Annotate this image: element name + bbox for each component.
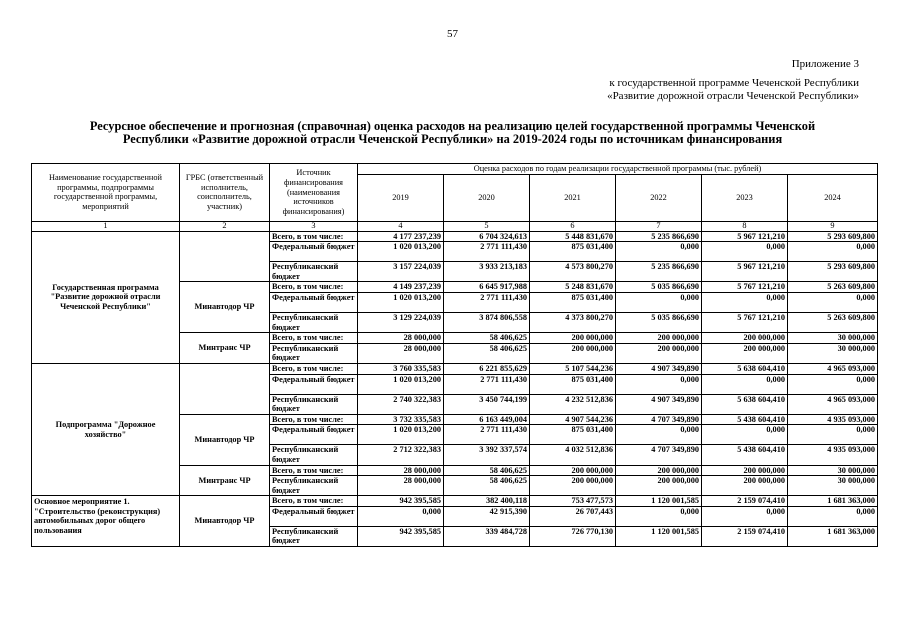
source-cell: Республиканский бюджет: [270, 262, 358, 282]
value-cell: 5 967 121,210: [702, 231, 788, 242]
value-cell: 200 000,000: [702, 343, 788, 363]
header-year: 2023: [702, 174, 788, 221]
value-cell: 28 000,000: [358, 465, 444, 476]
column-number: 3: [270, 221, 358, 231]
value-cell: 382 400,118: [444, 496, 530, 507]
value-cell: 875 031,400: [530, 425, 616, 445]
source-cell: Республиканский бюджет: [270, 526, 358, 546]
value-cell: 58 406,625: [444, 476, 530, 496]
value-cell: 5 638 604,410: [702, 363, 788, 374]
value-cell: 30 000,000: [788, 333, 878, 344]
source-cell: Всего, в том числе:: [270, 282, 358, 293]
value-cell: 0,000: [702, 292, 788, 312]
value-cell: 339 484,728: [444, 526, 530, 546]
value-cell: 0,000: [788, 425, 878, 445]
value-cell: 1 120 001,585: [616, 496, 702, 507]
value-cell: 3 732 335,583: [358, 414, 444, 425]
value-cell: 42 915,390: [444, 506, 530, 526]
appendix-program-name: «Развитие дорожной отрасли Чеченской Республики»: [607, 90, 859, 102]
value-cell: 2 771 111,430: [444, 374, 530, 394]
value-cell: 5 967 121,210: [702, 262, 788, 282]
value-cell: 3 874 806,558: [444, 312, 530, 332]
value-cell: 3 760 335,583: [358, 363, 444, 374]
appendix-label: Приложение 3: [791, 58, 859, 70]
value-cell: 2 771 111,430: [444, 292, 530, 312]
program-name-cell: Подпрограмма "Дорожное хозяйство": [32, 363, 180, 495]
value-cell: 2 771 111,430: [444, 242, 530, 262]
value-cell: 200 000,000: [616, 465, 702, 476]
page-number: 57: [447, 28, 458, 40]
value-cell: 6 645 917,988: [444, 282, 530, 293]
value-cell: 58 406,625: [444, 333, 530, 344]
table-row: [32, 363, 878, 374]
value-cell: 0,000: [788, 292, 878, 312]
source-cell: Всего, в том числе:: [270, 496, 358, 507]
value-cell: 200 000,000: [530, 343, 616, 363]
table-body: [32, 231, 878, 546]
expenditure-table: [31, 163, 878, 547]
value-cell: 1 681 363,000: [788, 496, 878, 507]
column-number: 7: [616, 221, 702, 231]
value-cell: 1 020 013,200: [358, 292, 444, 312]
value-cell: 30 000,000: [788, 343, 878, 363]
value-cell: 4 373 800,270: [530, 312, 616, 332]
value-cell: 58 406,625: [444, 343, 530, 363]
source-cell: Федеральный бюджет: [270, 242, 358, 262]
appendix-reference: к государственной программе Чеченской Республики: [609, 77, 859, 89]
grbs-cell: Минавтодор ЧР: [180, 414, 270, 465]
value-cell: 6 221 855,629: [444, 363, 530, 374]
value-cell: 5 248 831,670: [530, 282, 616, 293]
column-number: 4: [358, 221, 444, 231]
value-cell: 0,000: [616, 374, 702, 394]
column-number: 5: [444, 221, 530, 231]
grbs-cell: [180, 363, 270, 414]
source-cell: Всего, в том числе:: [270, 414, 358, 425]
column-number: 1: [32, 221, 180, 231]
header-grbs: ГРБС (ответственный исполнитель, соисполнитель, участник): [180, 164, 270, 222]
value-cell: 5 293 609,800: [788, 262, 878, 282]
value-cell: 30 000,000: [788, 476, 878, 496]
source-cell: Республиканский бюджет: [270, 343, 358, 363]
grbs-cell: Минавтодор ЧР: [180, 496, 270, 547]
value-cell: 0,000: [702, 506, 788, 526]
value-cell: 1 020 013,200: [358, 242, 444, 262]
value-cell: 4 573 800,270: [530, 262, 616, 282]
value-cell: 4 232 512,836: [530, 394, 616, 414]
value-cell: 200 000,000: [616, 476, 702, 496]
source-cell: Республиканский бюджет: [270, 445, 358, 465]
table-row: [32, 231, 878, 242]
value-cell: 4 177 237,239: [358, 231, 444, 242]
value-cell: 942 395,585: [358, 496, 444, 507]
value-cell: 4 965 093,000: [788, 363, 878, 374]
value-cell: 5 438 604,410: [702, 414, 788, 425]
header-year: 2022: [616, 174, 702, 221]
value-cell: 0,000: [358, 506, 444, 526]
value-cell: 200 000,000: [616, 333, 702, 344]
value-cell: 200 000,000: [530, 476, 616, 496]
value-cell: 26 707,443: [530, 506, 616, 526]
program-name-cell: Государственная программа "Развитие дорожной отрасли Чеченской Республики": [32, 231, 180, 363]
value-cell: 200 000,000: [702, 333, 788, 344]
value-cell: 6 704 324,613: [444, 231, 530, 242]
value-cell: 5 293 609,800: [788, 231, 878, 242]
value-cell: 4 032 512,836: [530, 445, 616, 465]
value-cell: 58 406,625: [444, 465, 530, 476]
source-cell: Федеральный бюджет: [270, 374, 358, 394]
value-cell: 0,000: [702, 425, 788, 445]
value-cell: 0,000: [788, 242, 878, 262]
header-name: Наименование государственной программы, подпрограммы государственной программы, мероприятий: [32, 164, 180, 222]
source-cell: Федеральный бюджет: [270, 425, 358, 445]
value-cell: 753 477,573: [530, 496, 616, 507]
grbs-cell: [180, 231, 270, 282]
source-cell: Всего, в том числе:: [270, 363, 358, 374]
value-cell: 0,000: [616, 425, 702, 445]
value-cell: 6 163 449,004: [444, 414, 530, 425]
value-cell: 5 263 609,800: [788, 282, 878, 293]
source-cell: Федеральный бюджет: [270, 292, 358, 312]
column-number: 9: [788, 221, 878, 231]
value-cell: 5 035 866,690: [616, 282, 702, 293]
value-cell: 875 031,400: [530, 242, 616, 262]
value-cell: 2 712 322,383: [358, 445, 444, 465]
value-cell: 1 020 013,200: [358, 425, 444, 445]
header-estimate: Оценка расходов по годам реализации государственной программы (тыс. рублей): [358, 164, 878, 175]
value-cell: 28 000,000: [358, 333, 444, 344]
program-name-cell: Основное мероприятие 1. "Строительство (реконструкция) автомобильных дорог общего пользования: [32, 496, 180, 547]
column-number: 6: [530, 221, 616, 231]
value-cell: 200 000,000: [702, 476, 788, 496]
value-cell: 200 000,000: [616, 343, 702, 363]
value-cell: 2 740 322,383: [358, 394, 444, 414]
value-cell: 4 907 349,890: [616, 363, 702, 374]
value-cell: 3 450 744,199: [444, 394, 530, 414]
value-cell: 726 770,130: [530, 526, 616, 546]
value-cell: 28 000,000: [358, 343, 444, 363]
value-cell: 2 159 074,410: [702, 526, 788, 546]
value-cell: 200 000,000: [530, 465, 616, 476]
column-number: 2: [180, 221, 270, 231]
value-cell: 4 935 093,000: [788, 414, 878, 425]
value-cell: 5 235 866,690: [616, 262, 702, 282]
value-cell: 4 707 349,890: [616, 414, 702, 425]
value-cell: 875 031,400: [530, 292, 616, 312]
value-cell: 4 935 093,000: [788, 445, 878, 465]
value-cell: 3 392 337,574: [444, 445, 530, 465]
header-year: 2024: [788, 174, 878, 221]
source-cell: Федеральный бюджет: [270, 506, 358, 526]
source-cell: Республиканский бюджет: [270, 476, 358, 496]
source-cell: Республиканский бюджет: [270, 394, 358, 414]
value-cell: 0,000: [616, 242, 702, 262]
value-cell: 1 020 013,200: [358, 374, 444, 394]
source-cell: Всего, в том числе:: [270, 333, 358, 344]
value-cell: 942 395,585: [358, 526, 444, 546]
header-year: 2019: [358, 174, 444, 221]
value-cell: 30 000,000: [788, 465, 878, 476]
value-cell: 3 129 224,039: [358, 312, 444, 332]
value-cell: 1 120 001,585: [616, 526, 702, 546]
source-cell: Республиканский бюджет: [270, 312, 358, 332]
value-cell: 4 965 093,000: [788, 394, 878, 414]
grbs-cell: Минтранс ЧР: [180, 465, 270, 496]
source-cell: Всего, в том числе:: [270, 465, 358, 476]
header-year: 2021: [530, 174, 616, 221]
value-cell: 5 638 604,410: [702, 394, 788, 414]
value-cell: 4 149 237,239: [358, 282, 444, 293]
value-cell: 5 448 831,670: [530, 231, 616, 242]
header-source: Источник финансирования (наименования источников финансирования): [270, 164, 358, 222]
grbs-cell: Минавтодор ЧР: [180, 282, 270, 333]
column-number: 8: [702, 221, 788, 231]
document-title: Ресурсное обеспечение и прогнозная (справочная) оценка расходов на реализацию целей государственной программы Чеченской Республики «Развитие дорожной отрасли Чеченской Республики» на 2019-2024 годы по источникам финансирования: [89, 119, 816, 146]
grbs-cell: Минтранс ЧР: [180, 333, 270, 364]
value-cell: 5 767 121,210: [702, 282, 788, 293]
value-cell: 3 933 213,183: [444, 262, 530, 282]
value-cell: 5 767 121,210: [702, 312, 788, 332]
value-cell: 3 157 224,039: [358, 262, 444, 282]
value-cell: 5 263 609,800: [788, 312, 878, 332]
value-cell: 4 907 349,890: [616, 394, 702, 414]
value-cell: 200 000,000: [530, 333, 616, 344]
value-cell: 0,000: [788, 506, 878, 526]
source-cell: Всего, в том числе:: [270, 231, 358, 242]
value-cell: 200 000,000: [702, 465, 788, 476]
header-year: 2020: [444, 174, 530, 221]
value-cell: 0,000: [788, 374, 878, 394]
value-cell: 5 438 604,410: [702, 445, 788, 465]
value-cell: 2 159 074,410: [702, 496, 788, 507]
value-cell: 28 000,000: [358, 476, 444, 496]
value-cell: 0,000: [702, 374, 788, 394]
value-cell: 4 907 544,236: [530, 414, 616, 425]
value-cell: 1 681 363,000: [788, 526, 878, 546]
value-cell: 0,000: [616, 292, 702, 312]
value-cell: 0,000: [616, 506, 702, 526]
value-cell: 4 707 349,890: [616, 445, 702, 465]
value-cell: 5 107 544,236: [530, 363, 616, 374]
value-cell: 875 031,400: [530, 374, 616, 394]
value-cell: 5 235 866,690: [616, 231, 702, 242]
value-cell: 5 035 866,690: [616, 312, 702, 332]
value-cell: 0,000: [702, 242, 788, 262]
table-row: [32, 496, 878, 507]
value-cell: 2 771 111,430: [444, 425, 530, 445]
